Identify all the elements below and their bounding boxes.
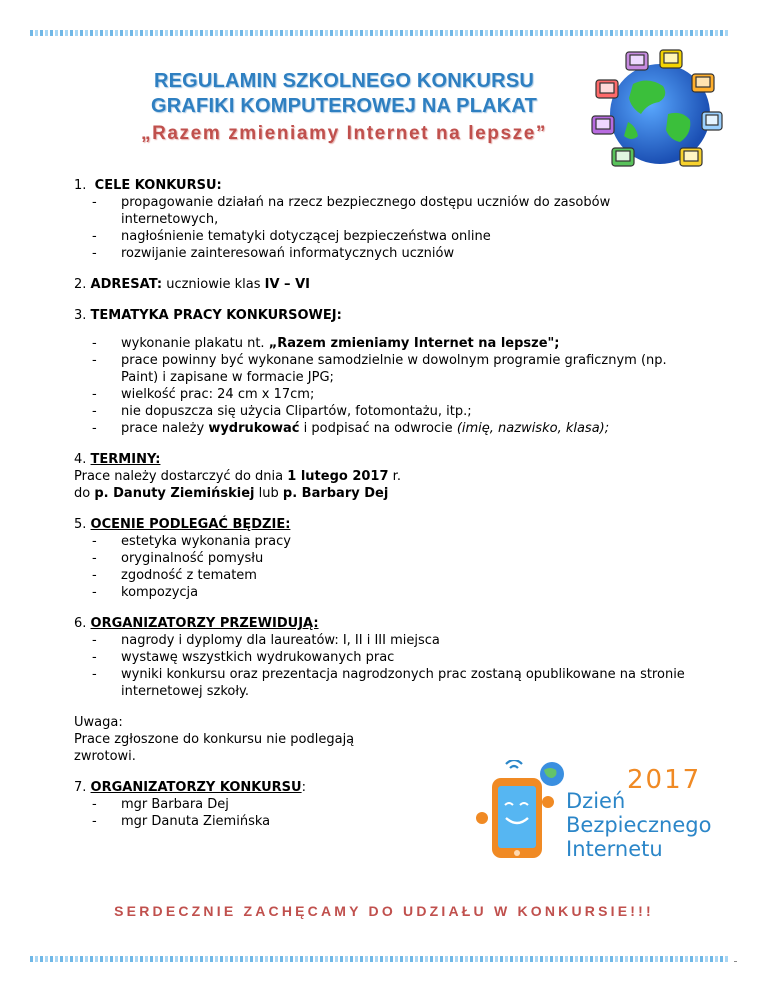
logo-line-2: Bezpiecznego (566, 813, 712, 837)
section-heading: ADRESAT: (90, 277, 163, 292)
safer-internet-day-logo (472, 760, 712, 865)
list-item: - nagłośnienie tematyki dotyczącej bezpieczeństwa online (92, 229, 491, 244)
prizes-list (74, 632, 694, 700)
list-item: - nie dopuszcza się użycia Clipartów, fotomontażu, itp.; (92, 404, 472, 419)
title-line-1: REGULAMIN SZKOLNEGO KONKURSU (153, 70, 535, 92)
list-item: - wielkość prac: 24 cm x 17cm; (92, 387, 315, 402)
list-item: - prace należy wydrukować i podpisać na odwrocie (imię, nazwisko, klasa); (92, 421, 610, 436)
logo-line-3: Internetu (566, 837, 663, 861)
section-heading: ORGANIZATORZY KONKURSU (90, 780, 302, 795)
footer-slogan: SERDECZNIE ZACHĘCAMY DO UDZIAŁU W KONKURSIE!!! (114, 903, 654, 919)
bottom-decorative-border (30, 956, 730, 962)
title-slogan: „Razem zmieniamy Internet na lepsze” (140, 123, 548, 144)
list-item: - mgr Danuta Ziemińska (92, 814, 271, 829)
note-label: Uwaga: (74, 715, 123, 730)
section-heading: TEMATYKA PRACY KONKURSOWEJ: (90, 308, 342, 323)
section-6: 6. ORGANIZATORZY PRZEWIDUJĄ: - nagrody i dyplomy dla laureatów: I, II i III miejsca - wystawę wszystkich wydrukowanych prac - wyniki konkursu oraz prezentacja nagrodzonych prac zostaną opublikowane na stronie internetowej szkoły. (74, 615, 694, 700)
list-item: - mgr Barbara Dej (92, 797, 229, 812)
globe-with-computers-illustration (588, 44, 728, 176)
section-1 (74, 177, 694, 262)
list-item: - wykonanie plakatu nt. „Razem zmieniamy Internet na lepsze"; (92, 336, 560, 351)
list-item: - wyniki konkursu oraz prezentacja nagrodzonych prac zostaną opublikowane na stronie internetowej szkoły. (92, 667, 685, 699)
section-number: 1. (74, 178, 87, 193)
regulations-body (74, 177, 694, 830)
top-decorative-border (30, 30, 730, 36)
logo-line-1: Dzień (566, 789, 626, 813)
list-item: - oryginalność pomysłu (92, 551, 264, 566)
document-title (70, 69, 618, 147)
tablet-mascot-icon (476, 760, 564, 858)
section-5: 5. OCENIE PODLEGAĆ BĘDZIE: - estetyka wykonania pracy - oryginalność pomysłu - zgodność z tematem - kompozycja (74, 516, 694, 601)
topic-list (74, 335, 694, 437)
section-heading: TERMINY: (90, 452, 161, 467)
section-4: 4. TERMINY: Prace należy dostarczyć do dnia 1 lutego 2017 r. do p. Danuty Ziemińskiej lub p. Barbary Dej (74, 452, 401, 501)
title-line-2: GRAFIKI KOMPUTEROWEJ NA PLAKAT (151, 95, 537, 117)
section-3: 3. TEMATYKA PRACY KONKURSOWEJ: - wykonanie plakatu nt. „Razem zmieniamy Internet na lepsze"; - prace powinny być wykonane samodzielnie w dowolnym programie graficznym (np. Paint) i zapisane w formacie JPG; - wielkość prac: 24 cm x 17cm; - nie dopuszcza się użycia Clipartów, fotomontażu, itp.; - prace należy wydrukować i podpisać na odwrocie (imię, nazwisko, klasa); (74, 307, 694, 437)
logo-year: 2017 (627, 765, 702, 795)
list-item: - rozwijanie zainteresowań informatycznych uczniów (92, 246, 455, 261)
list-item: - propagowanie działań na rzecz bezpiecznego dostępu uczniów do zasobów internetowych, (92, 195, 611, 227)
list-item: - wystawę wszystkich wydrukowanych prac (92, 650, 395, 665)
section-heading: CELE KONKURSU: (94, 178, 222, 193)
page-mark (734, 961, 737, 962)
criteria-list (74, 533, 694, 601)
list-item: - estetyka wykonania pracy (92, 534, 291, 549)
list-item: - kompozycja (92, 585, 199, 600)
section-2: 2. ADRESAT: uczniowie klas IV – VI (74, 277, 310, 292)
section-heading: ORGANIZATORZY PRZEWIDUJĄ: (90, 616, 319, 631)
goals-list (74, 194, 694, 262)
list-item: - nagrody i dyplomy dla laureatów: I, II i III miejsca (92, 633, 440, 648)
list-item: - prace powinny być wykonane samodzielnie w dowolnym programie graficznym (np. Paint) i zapisane w formacie JPG; (92, 353, 667, 385)
section-7: 7. ORGANIZATORZY KONKURSU: - mgr Barbara Dej - mgr Danuta Ziemińska (74, 779, 694, 830)
section-heading: OCENIE PODLEGAĆ BĘDZIE: (90, 517, 291, 532)
note (74, 714, 394, 765)
list-item: - zgodność z tematem (92, 568, 257, 583)
note-text: Prace zgłoszone do konkursu nie podlegają zwrotowi. (74, 732, 355, 764)
